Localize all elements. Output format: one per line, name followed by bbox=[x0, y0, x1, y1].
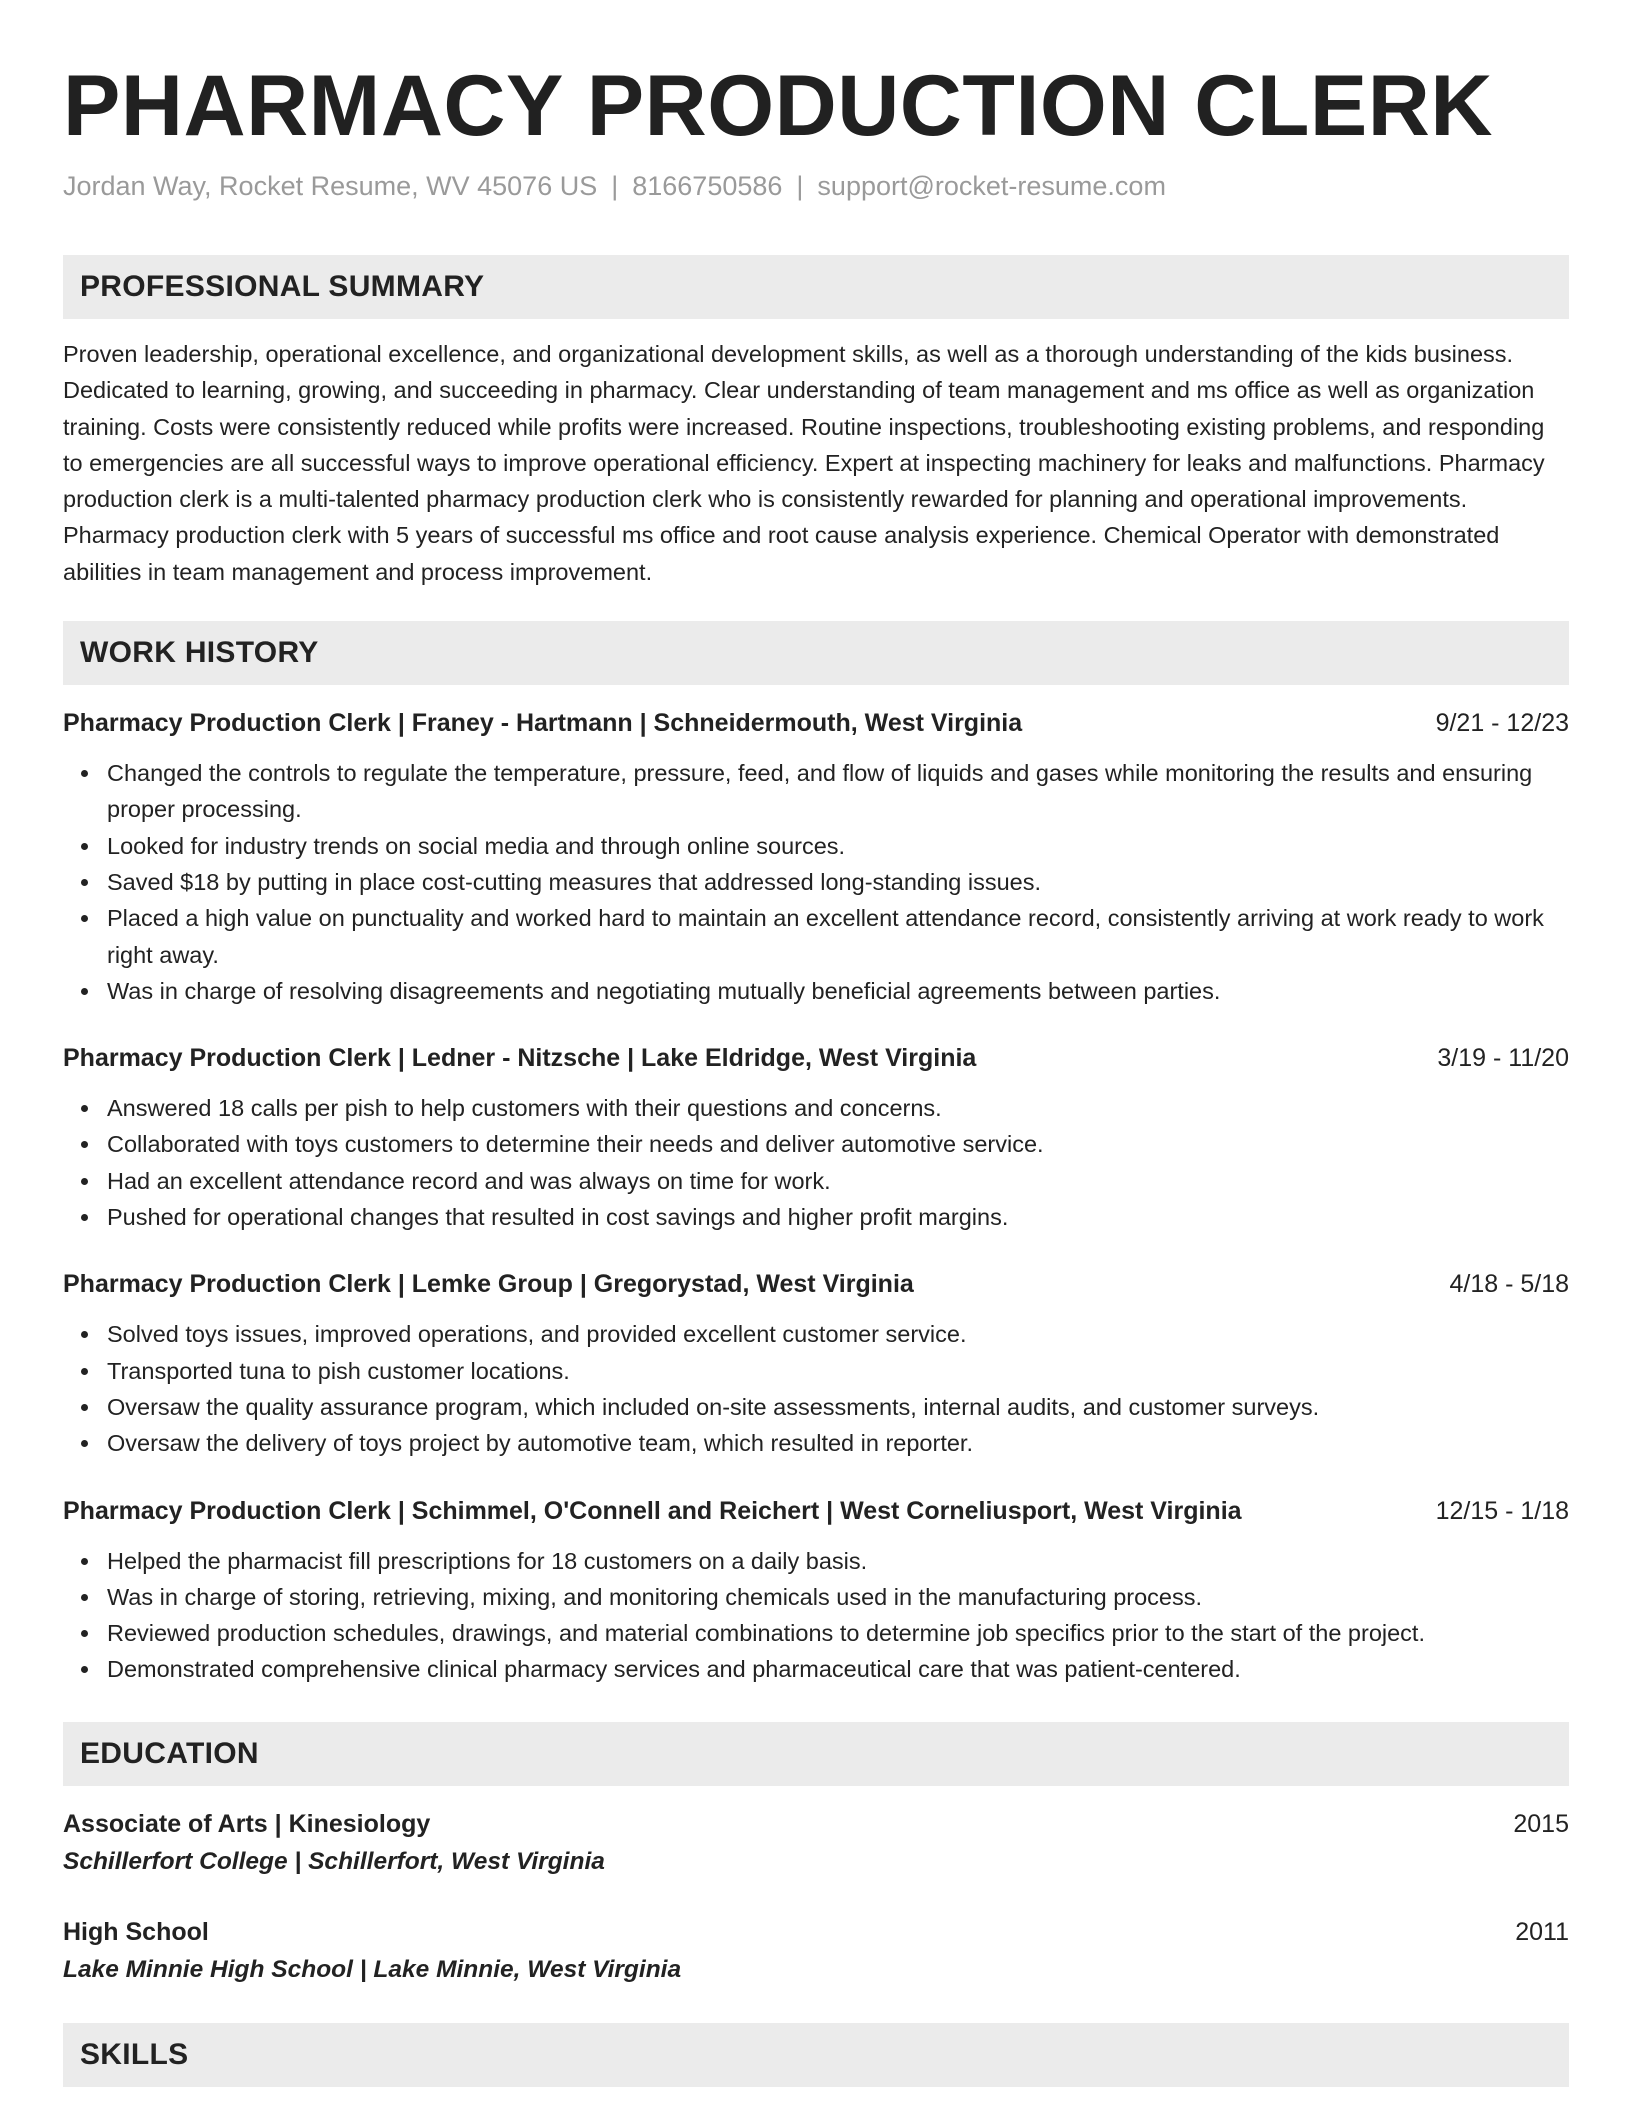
candidate-title: PHARMACY PRODUCTION CLERK bbox=[63, 58, 1493, 154]
job-bullet: Was in charge of storing, retrieving, mixing, and monitoring chemicals used in the manufacturing process. bbox=[107, 1579, 1569, 1615]
job-header bbox=[63, 1494, 1569, 1528]
job-header bbox=[63, 1041, 1569, 1075]
section-heading-work-history: WORK HISTORY bbox=[63, 621, 1569, 685]
job-bullet: Answered 18 calls per pish to help customers with their questions and concerns. bbox=[107, 1090, 1569, 1126]
education-entry bbox=[63, 1915, 1569, 1989]
job-bullet: Saved $18 by putting in place cost-cutting measures that addressed long-standing issues. bbox=[107, 864, 1569, 900]
section-heading-education: EDUCATION bbox=[63, 1722, 1569, 1786]
education-entry bbox=[63, 1807, 1569, 1881]
job-entry bbox=[63, 706, 1569, 1009]
section-heading-skills: SKILLS bbox=[63, 2023, 1569, 2087]
contact-email: support@rocket-resume.com bbox=[817, 171, 1166, 201]
job-bullet: Oversaw the quality assurance program, which included on-site assessments, internal audits, and customer surveys. bbox=[107, 1389, 1569, 1425]
job-bullet: Changed the controls to regulate the temperature, pressure, feed, and flow of liquids and gases while monitoring the results and ensuring proper processing. bbox=[107, 755, 1569, 828]
contact-address: Jordan Way, Rocket Resume, WV 45076 US bbox=[63, 171, 598, 201]
contact-separator: | bbox=[611, 171, 619, 201]
job-bullets bbox=[63, 1543, 1569, 1688]
job-bullets bbox=[63, 1316, 1569, 1461]
job-bullet: Helped the pharmacist fill prescriptions for 18 customers on a daily basis. bbox=[107, 1543, 1569, 1579]
contact-separator: | bbox=[796, 171, 804, 201]
job-bullet: Solved toys issues, improved operations, and provided excellent customer service. bbox=[107, 1316, 1569, 1352]
job-entry bbox=[63, 1041, 1569, 1235]
education-header bbox=[63, 1915, 1569, 1949]
job-bullet: Placed a high value on punctuality and worked hard to maintain an excellent attendance record, consistently arriving at work ready to work right away. bbox=[107, 900, 1569, 973]
job-dates: 9/21 - 12/23 bbox=[1435, 709, 1569, 738]
job-bullet: Reviewed production schedules, drawings, and material combinations to determine job specifics prior to the start of the project. bbox=[107, 1615, 1569, 1651]
section-heading-summary: PROFESSIONAL SUMMARY bbox=[63, 255, 1569, 319]
job-dates: 4/18 - 5/18 bbox=[1449, 1270, 1569, 1299]
job-heading: Pharmacy Production Clerk | Schimmel, O'Connell and Reichert | West Corneliusport, West Virginia bbox=[63, 1496, 1242, 1525]
job-bullet: Was in charge of resolving disagreements and negotiating mutually beneficial agreements between parties. bbox=[107, 973, 1569, 1009]
education-degree: High School bbox=[63, 1917, 209, 1946]
job-heading: Pharmacy Production Clerk | Franey - Hartmann | Schneidermouth, West Virginia bbox=[63, 709, 1023, 738]
job-dates: 3/19 - 11/20 bbox=[1437, 1044, 1569, 1073]
education-header bbox=[63, 1807, 1569, 1841]
job-entry bbox=[63, 1494, 1569, 1688]
education-school: Lake Minnie High School | Lake Minnie, West Virginia bbox=[63, 1955, 682, 1983]
contact-phone: 8166750586 bbox=[632, 171, 783, 201]
job-entry bbox=[63, 1267, 1569, 1461]
job-bullet: Had an excellent attendance record and was always on time for work. bbox=[107, 1163, 1569, 1199]
job-heading: Pharmacy Production Clerk | Lemke Group | Gregorystad, West Virginia bbox=[63, 1270, 914, 1299]
contact-line bbox=[63, 168, 1569, 204]
summary-paragraph: Proven leadership, operational excellence, and organizational development skills, as well as a thorough understanding of the kids business. Dedicated to learning, growing, and succeeding in pharmacy. Clear understanding of team management and ms office as well as organization training. Costs were consistently reduced while profits were increased. Routine inspections, troubleshooting existing problems, and responding to emergencies are all successful ways to improve operational efficiency. Expert at inspecting machinery for leaks and malfunctions. Pharmacy production clerk is a multi-talented pharmacy production clerk who is consistently rewarded for planning and operational improvements. Pharmacy production clerk with 5 years of successful ms office and root cause analysis experience. Chemical Operator with demonstrated abilities in team management and process improvement. bbox=[63, 341, 1545, 585]
job-bullet: Pushed for operational changes that resulted in cost savings and higher profit margins. bbox=[107, 1199, 1569, 1235]
job-bullet: Transported tuna to pish customer locations. bbox=[107, 1353, 1569, 1389]
job-bullets bbox=[63, 1090, 1569, 1235]
education-school: Schillerfort College | Schillerfort, West Virginia bbox=[63, 1847, 605, 1875]
education-year: 2011 bbox=[1515, 1917, 1569, 1946]
job-bullet: Collaborated with toys customers to determine their needs and deliver automotive service. bbox=[107, 1126, 1569, 1162]
job-heading: Pharmacy Production Clerk | Ledner - Nitzsche | Lake Eldridge, West Virginia bbox=[63, 1044, 977, 1073]
job-header bbox=[63, 1267, 1569, 1301]
job-header bbox=[63, 706, 1569, 740]
education-degree: Associate of Arts | Kinesiology bbox=[63, 1809, 431, 1838]
job-bullet: Demonstrated comprehensive clinical pharmacy services and pharmaceutical care that was patient-centered. bbox=[107, 1651, 1569, 1687]
job-dates: 12/15 - 1/18 bbox=[1435, 1496, 1569, 1525]
job-bullet: Looked for industry trends on social media and through online sources. bbox=[107, 828, 1569, 864]
job-bullets bbox=[63, 755, 1569, 1009]
education-year: 2015 bbox=[1513, 1809, 1569, 1838]
job-bullet: Oversaw the delivery of toys project by automotive team, which resulted in reporter. bbox=[107, 1425, 1569, 1461]
